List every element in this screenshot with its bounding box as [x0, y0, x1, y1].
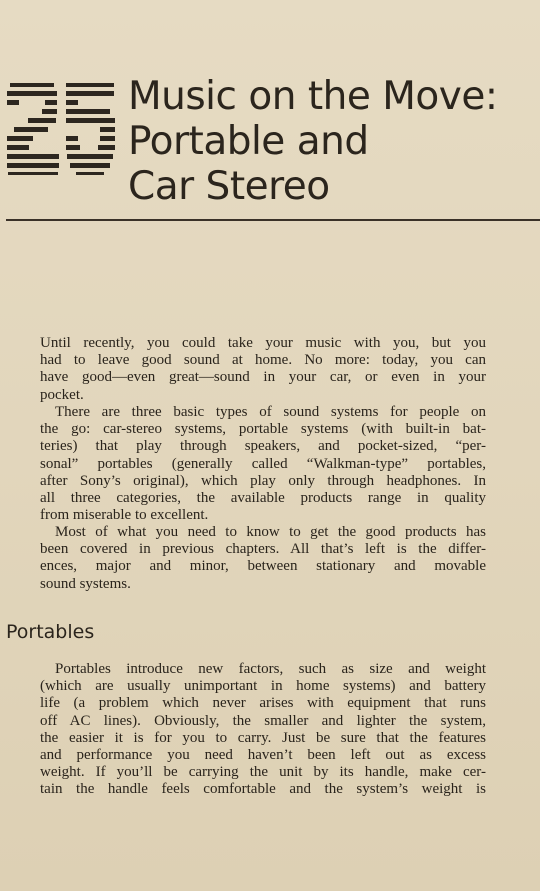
chapter-title-line: Music on the Move:: [128, 74, 498, 119]
text-line: pocket.: [40, 386, 84, 403]
text-line: sonal” portables (generally called “Walkman-type” portables,: [40, 455, 486, 472]
chapter-title-line: Portable and: [128, 119, 369, 164]
text-line: There are three basic types of sound systems for people on: [55, 404, 486, 420]
text-line: the go: car-stereo systems, portable systems (with built-in bat-: [40, 421, 486, 438]
text-line: (which are usually unimportant in home systems) and battery: [40, 678, 486, 695]
chapter-title: [128, 74, 528, 209]
text-line: life (a problem which never arises with equipment that runs: [40, 695, 486, 712]
text-line: sound systems.: [40, 575, 131, 592]
text-line: all three categories, the available products range in quality: [40, 490, 486, 507]
digit-two: [7, 83, 59, 175]
body-paragraph: [40, 335, 486, 404]
text-line: been covered in previous chapters. All that’s left is the differ-: [40, 541, 486, 558]
text-line: Portables introduce new factors, such as size and weight: [55, 661, 486, 677]
text-line: off AC lines). Obviously, the smaller and lighter the system,: [40, 712, 486, 729]
text-line: Most of what you need to know to get the good products has: [55, 524, 486, 540]
digit-five: [66, 83, 115, 175]
text-line: ences, major and minor, between stationary and movable: [40, 558, 486, 575]
text-line: teries) that play through speakers, and pocket-sized, “per-: [40, 438, 486, 455]
text-line: Until recently, you could take your music with you, but you: [40, 335, 486, 351]
title-divider: [6, 219, 540, 221]
text-line: weight. If you’ll be carrying the unit by its handle, make cer-: [40, 764, 486, 781]
text-line: tain the handle feels comfortable and the system’s weight is: [40, 781, 486, 798]
section-heading: Portables: [6, 621, 95, 643]
chapter-title-line: Car Stereo: [128, 164, 330, 209]
text-line: after Sony’s original), which play only through headphones. In: [40, 472, 486, 489]
body-paragraph: [40, 661, 486, 799]
text-line: and performance you need haven’t been left out as excess: [40, 747, 486, 764]
text-line: have good—even great—sound in your car, or even in your: [40, 369, 486, 386]
text-line: had to leave good sound at home. No more: today, you can: [40, 352, 486, 369]
text-line: from miserable to excellent.: [40, 507, 209, 524]
body-paragraph: [40, 524, 486, 593]
text-line: the easier it is for you to carry. Just be sure that the features: [40, 729, 486, 746]
body-paragraph: [40, 404, 486, 524]
